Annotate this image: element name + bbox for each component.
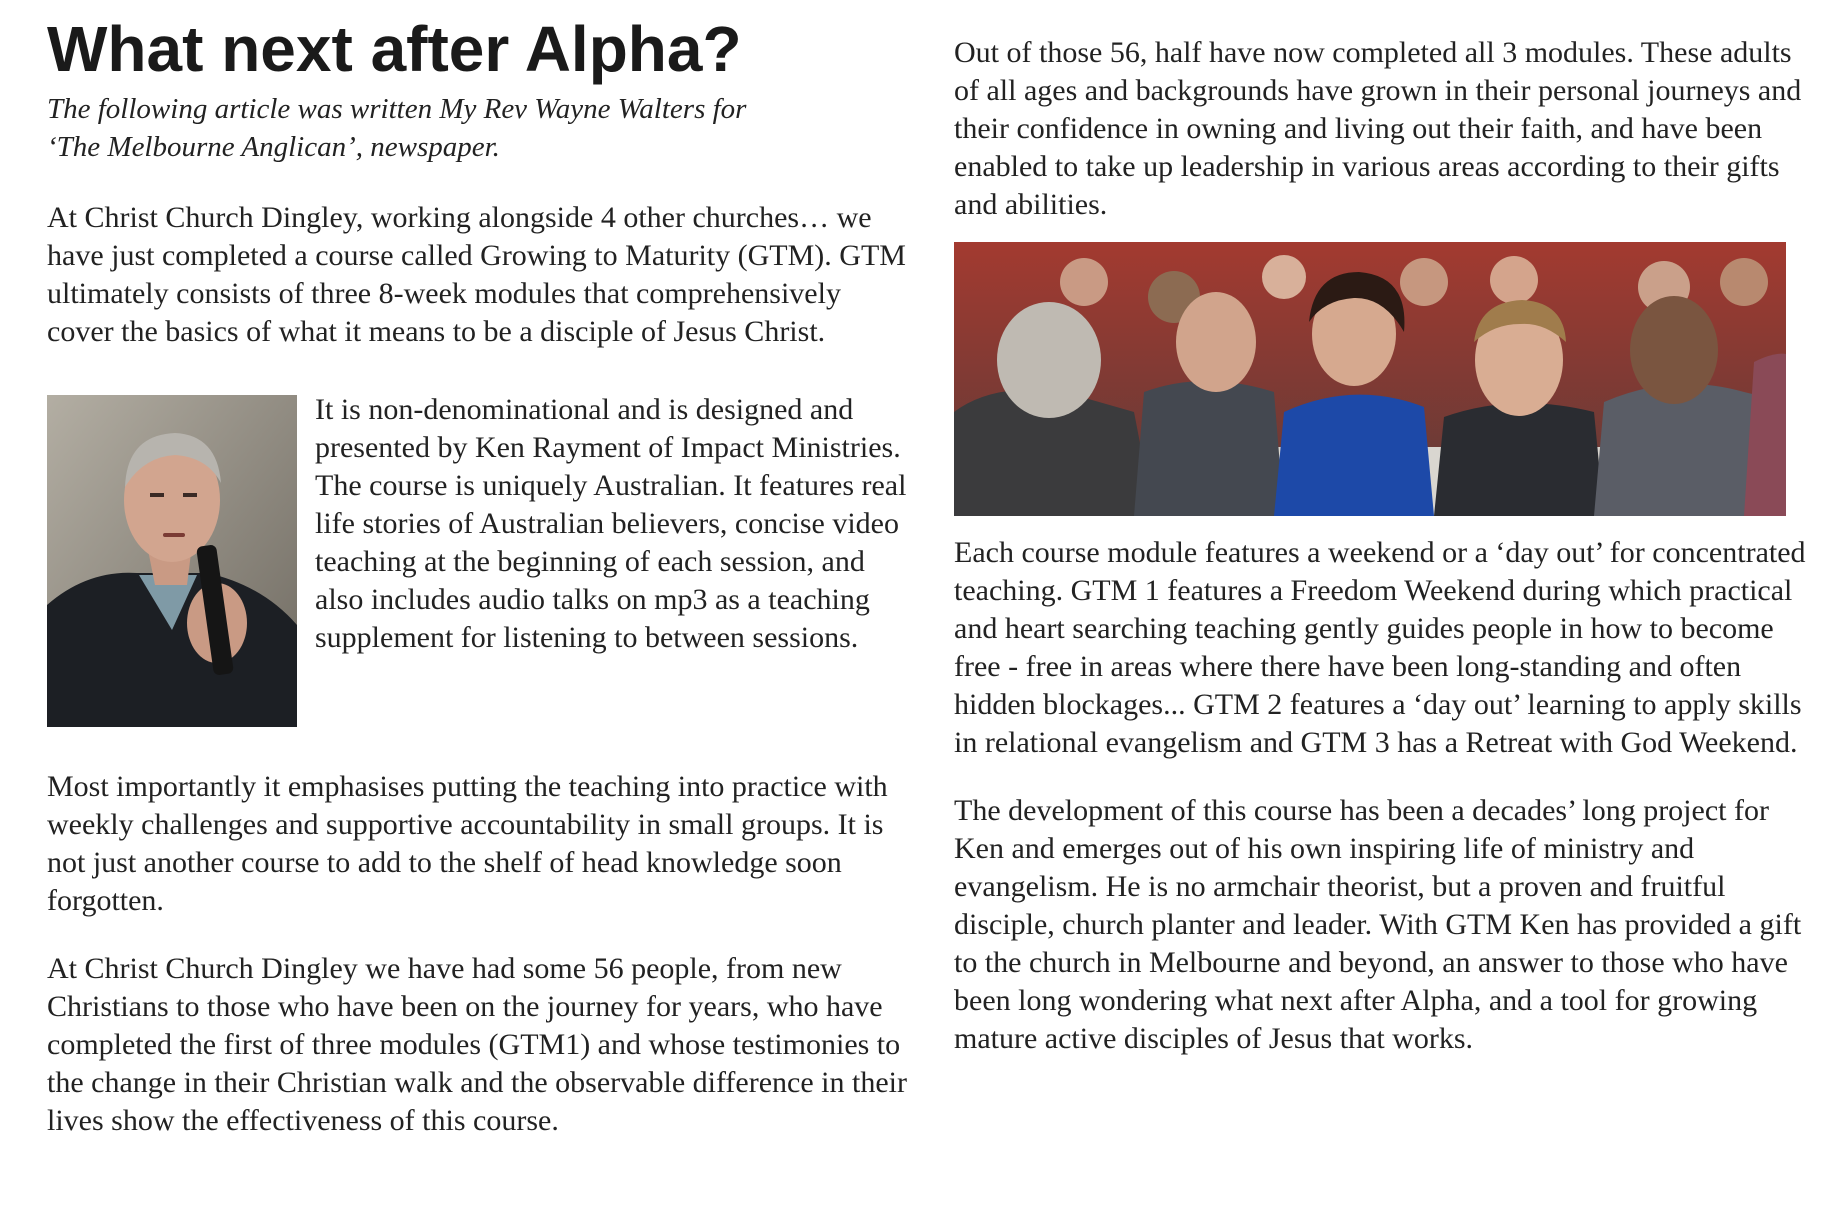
- right-column: [954, 34, 1814, 1058]
- byline-line-2: ‘The Melbourne Anglican’, newspaper.: [47, 131, 500, 163]
- byline-line-1: The following article was written My Rev Wayne Walters for: [47, 93, 747, 125]
- paragraph-completion: Out of those 56, half have now completed all 3 modules. These adults of all ages and backgrounds have grown in their personal journeys and their confidence in owning and living out their faith, and have been enabled to take up leadership in various areas according to their gifts and abilities.: [954, 36, 1802, 221]
- paragraph-dingley-results: At Christ Church Dingley we have had some 56 people, from new Christians to those who have been on the journey for years, who have completed the first of three modules (GTM1) and whose testimonies to the change in their Christian walk and the observable difference in their lives show the effectiveness of this course.: [47, 952, 907, 1137]
- audience-photo: [954, 242, 1786, 516]
- left-column: [47, 14, 907, 1140]
- portrait-text-block: [47, 395, 907, 730]
- paragraph-emphasis: Most importantly it emphasises putting the teaching into practice with weekly challenges and supportive accountability in small groups. It is not just another course to add to the shelf of head knowledge soon forgotten.: [47, 770, 888, 917]
- paragraph-course-description: It is non-denominational and is designed and presented by Ken Rayment of Impact Ministries. The course is uniquely Australian. It features real life stories of Australian believers, concise video teaching at the beginning of each session, and also includes audio talks on mp3 as a teaching supplement for listening to between sessions.: [315, 393, 907, 654]
- paragraph-intro: At Christ Church Dingley, working alongside 4 other churches… we have just completed a course called Growing to Maturity (GTM). GTM ultimately consists of three 8-week modules that comprehensively cover the basics of what it means to be a disciple of Jesus Christ.: [47, 201, 906, 348]
- paragraph-development: The development of this course has been a decades’ long project for Ken and emerges out of his own inspiring life of ministry and evangelism. He is no armchair theorist, but a proven and fruitful disciple, church planter and leader. With GTM Ken has provided a gift to the church in Melbourne and beyond, an answer to those who have been long wondering what next after Alpha, and a tool for growing mature active disciples of Jesus that works.: [954, 794, 1802, 1055]
- article-byline: [47, 90, 907, 166]
- speaker-portrait-photo: [47, 395, 297, 727]
- article-title: What next after Alpha?: [47, 13, 742, 85]
- paragraph-modules: Each course module features a weekend or a ‘day out’ for concentrated teaching. GTM 1 features a Freedom Weekend during which practical and heart searching teaching gently guides people in how to become free - free in areas where there have been long-standing and often hidden blockages... GTM 2 features a ‘day out’ learning to apply skills in relational evangelism and GTM 3 has a Retreat with God Weekend.: [954, 536, 1806, 759]
